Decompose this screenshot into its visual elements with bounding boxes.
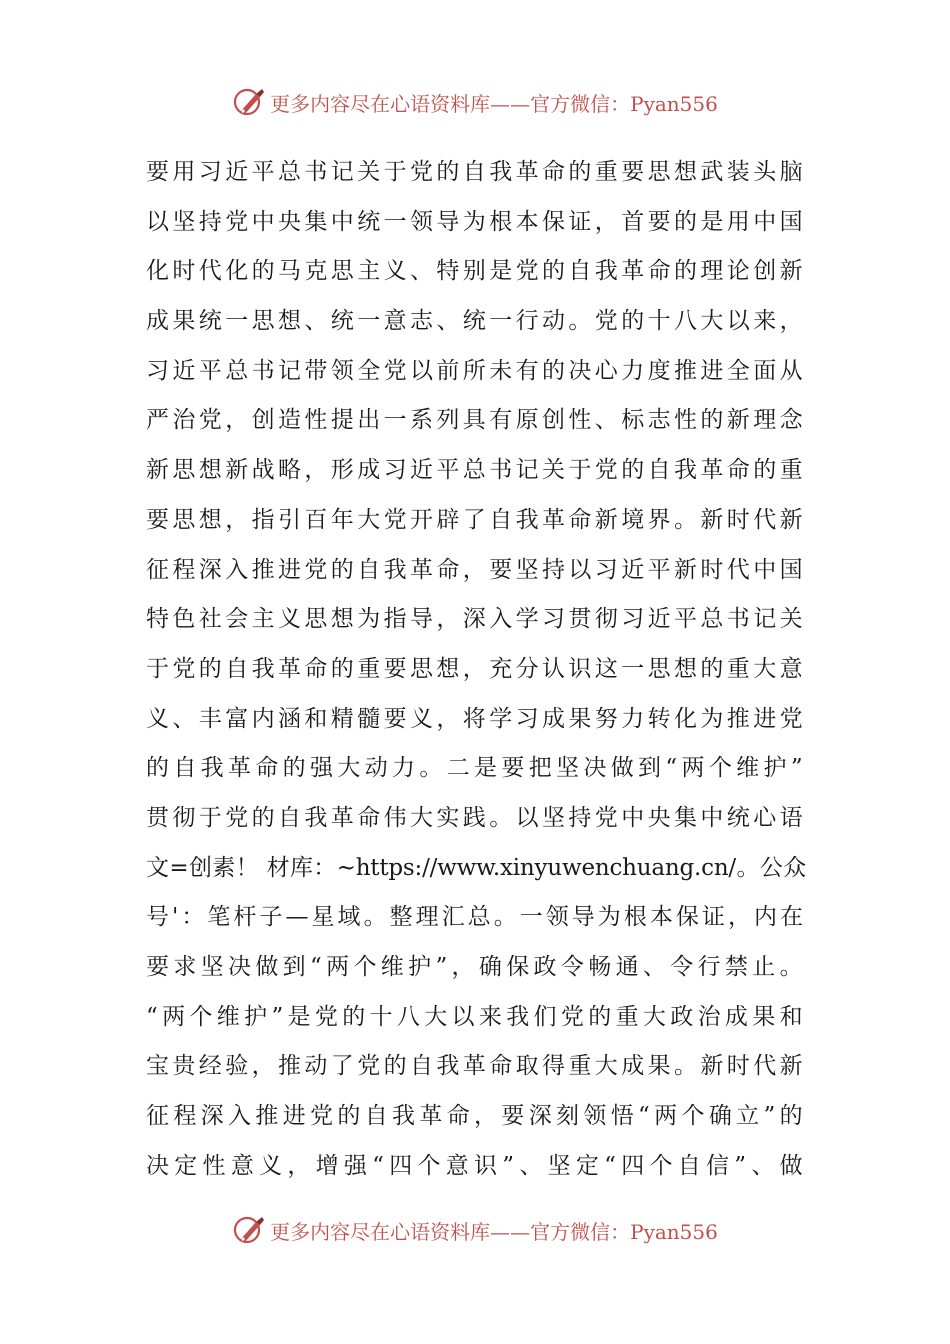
pen-logo-icon (232, 85, 266, 119)
pen-logo-icon (232, 1213, 266, 1247)
footer-watermark (0, 1210, 950, 1250)
text-line: 征程深入推进党的自我革命，要坚持以习近平新时代中国 (146, 556, 806, 583)
watermark-text (270, 1216, 718, 1245)
text-line: 的自我革命的强大动力。二是要把坚决做到“两个维护” (146, 755, 806, 782)
text-line: 文=创素！ 材库：~https://www.xinyuwenchuang.cn/。公众 (146, 854, 806, 881)
watermark-text (270, 88, 718, 117)
watermark-site-text: 更多内容尽在心语资料库 (270, 1219, 491, 1244)
watermark-separator: —— (490, 1219, 531, 1244)
text-line: 以坚持党中央集中统一领导为根本保证，首要的是用中国 (146, 208, 806, 235)
watermark-separator: —— (490, 91, 531, 116)
text-line: 号'：笔杆子—星域。整理汇总。一领导为根本保证，内在 (146, 904, 806, 931)
text-line: 严治党，创造性提出一系列具有原创性、标志性的新理念 (146, 407, 806, 434)
text-line: 要用习近平总书记关于党的自我革命的重要思想武装头脑 (146, 159, 806, 185)
text-line: 成果统一思想、统一意志、统一行动。党的十八大以来， (146, 308, 806, 335)
text-line: 宝贵经验，推动了党的自我革命取得重大成果。新时代新 (146, 1053, 806, 1080)
text-line: 习近平总书记带领全党以前所未有的决心力度推进全面从 (146, 357, 806, 384)
watermark-wechat-label: 官方微信： (530, 91, 631, 116)
document-body (146, 148, 806, 1191)
text-line: 要思想，指引百年大党开辟了自我革命新境界。新时代新 (146, 506, 806, 533)
text-line: 于党的自我革命的重要思想，充分认识这一思想的重大意 (146, 655, 806, 682)
header-watermark (0, 82, 950, 122)
text-line: 决定性意义，增强“四个意识”、坚定“四个自信”、做 (146, 1152, 806, 1179)
text-line: 化时代化的马克思主义、特别是党的自我革命的理论创新 (146, 258, 806, 285)
text-line: 贯彻于党的自我革命伟大实践。以坚持党中央集中统心语 (146, 804, 806, 831)
text-line: 特色社会主义思想为指导，深入学习贯彻习近平总书记关 (146, 606, 806, 633)
text-line: “两个维护”是党的十八大以来我们党的重大政治成果和 (146, 1003, 806, 1030)
text-line: 义、丰富内涵和精髓要义，将学习成果努力转化为推进党 (146, 705, 806, 732)
watermark-wechat-label: 官方微信： (530, 1219, 631, 1244)
text-line: 要求坚决做到“两个维护”，确保政令畅通、令行禁止。 (146, 954, 806, 980)
text-line: 征程深入推进党的自我革命，要深刻领悟“两个确立”的 (146, 1103, 806, 1130)
watermark-wechat-id: Pyan556 (630, 91, 718, 116)
text-line: 新思想新战略，形成习近平总书记关于党的自我革命的重 (146, 457, 806, 484)
watermark-wechat-id: Pyan556 (630, 1219, 718, 1244)
watermark-site-text: 更多内容尽在心语资料库 (270, 91, 491, 116)
